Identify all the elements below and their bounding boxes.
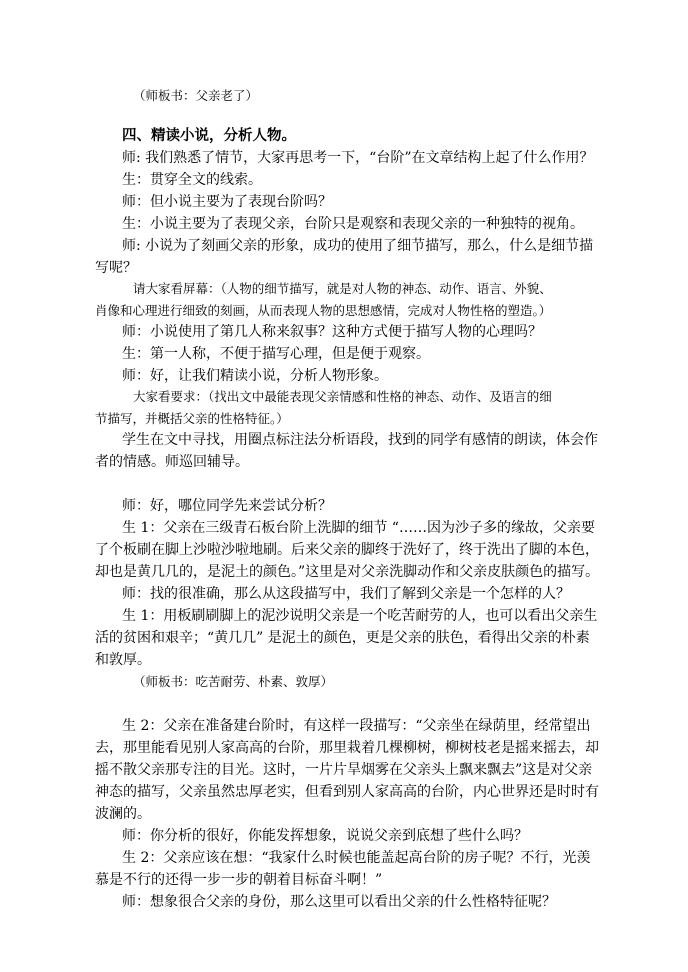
screen-note: 请大家看屏幕：（人物的细节描写，就是对人物的神态、动作、语言、外貌、: [133, 281, 552, 296]
board-note-1: （师板书：父亲老了）: [133, 88, 259, 103]
dialogue-line: 生 2：父亲应该在想：“我家什么时候也能盖起高台阶的房子呢？不行，光羡: [122, 850, 591, 866]
dialogue-line-cont: 去，那里能看见别人家高高的台阶，那里栽着几棵柳树，柳树枝老是摇来摇去，却: [95, 740, 599, 756]
dialogue-line-cont: 神态的描写，父亲虽然忠厚老实，但看到别人家高高的台阶，内心世界还是时时有: [95, 784, 599, 800]
dialogue-line: 师：你分析的很好，你能发挥想象，说说父亲到底想了些什么吗？: [122, 828, 528, 844]
dialogue-line: 生：第一人称，不便于描写心理，但是便于观察。: [122, 346, 430, 362]
board-note-2: （师板书：吃苦耐劳、朴素、敦厚）: [133, 674, 334, 689]
dialogue-line: 师：但小说主要为了表现台阶吗？: [122, 194, 332, 210]
dialogue-line-cont: 慕是不行的还得一步一步的朝着目标奋斗啊！”: [95, 872, 383, 888]
dialogue-line-cont: 却也是黄几几的，是泥土的颜色。”这里是对父亲洗脚动作和父亲皮肤颜色的描写。: [95, 564, 600, 580]
dialogue-line: 生 1：父亲在三级青石板台阶上洗脚的细节 “……因为沙子多的缘故，父亲要: [122, 520, 595, 536]
dialogue-line: 师: 我们熟悉了情节，大家再思考一下，“台阶”在文章结构上起了什么作用？: [122, 150, 594, 166]
dialogue-line-cont: 摇不散父亲那专注的目光。这时，一片片旱烟雾在父亲头上飘来飘去”这是对父亲: [95, 762, 593, 778]
dialogue-line: 师: 小说为了刻画父亲的形象，成功的使用了细节描写，那么，什么是细节描: [122, 238, 594, 254]
dialogue-line: 生 1：用板刷刷脚上的泥沙说明父亲是一个吃苦耐劳的人，也可以看出父亲生: [122, 608, 598, 624]
requirement-note: 大家看要求：（找出文中最能表现父亲情感和性格的神态、动作、及语言的细: [133, 389, 552, 404]
dialogue-line: 生 2：父亲在准备建台阶时，有这样一段描写：“父亲坐在绿荫里，经常望出: [122, 718, 591, 734]
paragraph-line: 学生在文中寻找，用圈点标注法分析语段，找到的同学有感情的朗读，体会作: [122, 432, 598, 448]
dialogue-line: 师：好，哪位同学先来尝试分析？: [122, 498, 332, 514]
dialogue-line: 师：找的很准确，那么从这段描写中，我们了解到父亲是一个怎样的人？: [122, 586, 570, 602]
section-heading: 四、精读小说，分析人物。: [122, 127, 296, 144]
dialogue-line: 师：小说使用了第几人称来叙事？这种方式便于描写人物的心理吗？: [122, 324, 542, 340]
dialogue-line-cont: 写呢？: [95, 260, 137, 276]
dialogue-line: 师：想象很合父亲的身份，那么这里可以看出父亲的什么性格特征呢？: [122, 894, 556, 910]
dialogue-line: 生：小说主要为了表现父亲，台阶只是观察和表现父亲的一种独特的视角。: [122, 216, 584, 232]
dialogue-line-cont: 活的贫困和艰辛；“黄几几” 是泥土的颜色，更是父亲的肤色，看得出父亲的朴素: [95, 630, 590, 646]
dialogue-line-cont: 了个板刷在脚上沙啦沙啦地刷。后来父亲的脚终于洗好了，终于洗出了脚的本色，: [95, 542, 599, 558]
dialogue-line-cont: 波澜的。: [95, 806, 151, 822]
dialogue-line: 师：好，让我们精读小说，分析人物形象。: [122, 368, 388, 384]
screen-note-cont: 肖像和心理进行细致的刻画，从而表现人物的思想感情，完成对人物性格的塑造。）: [95, 303, 552, 318]
dialogue-line-cont: 和敦厚。: [95, 652, 151, 668]
paragraph-line-cont: 者的情感。师巡回辅导。: [95, 454, 249, 470]
dialogue-line: 生：贯穿全文的线索。: [122, 172, 262, 188]
requirement-note-cont: 节描写，并概括父亲的性格特征。）: [95, 411, 289, 426]
